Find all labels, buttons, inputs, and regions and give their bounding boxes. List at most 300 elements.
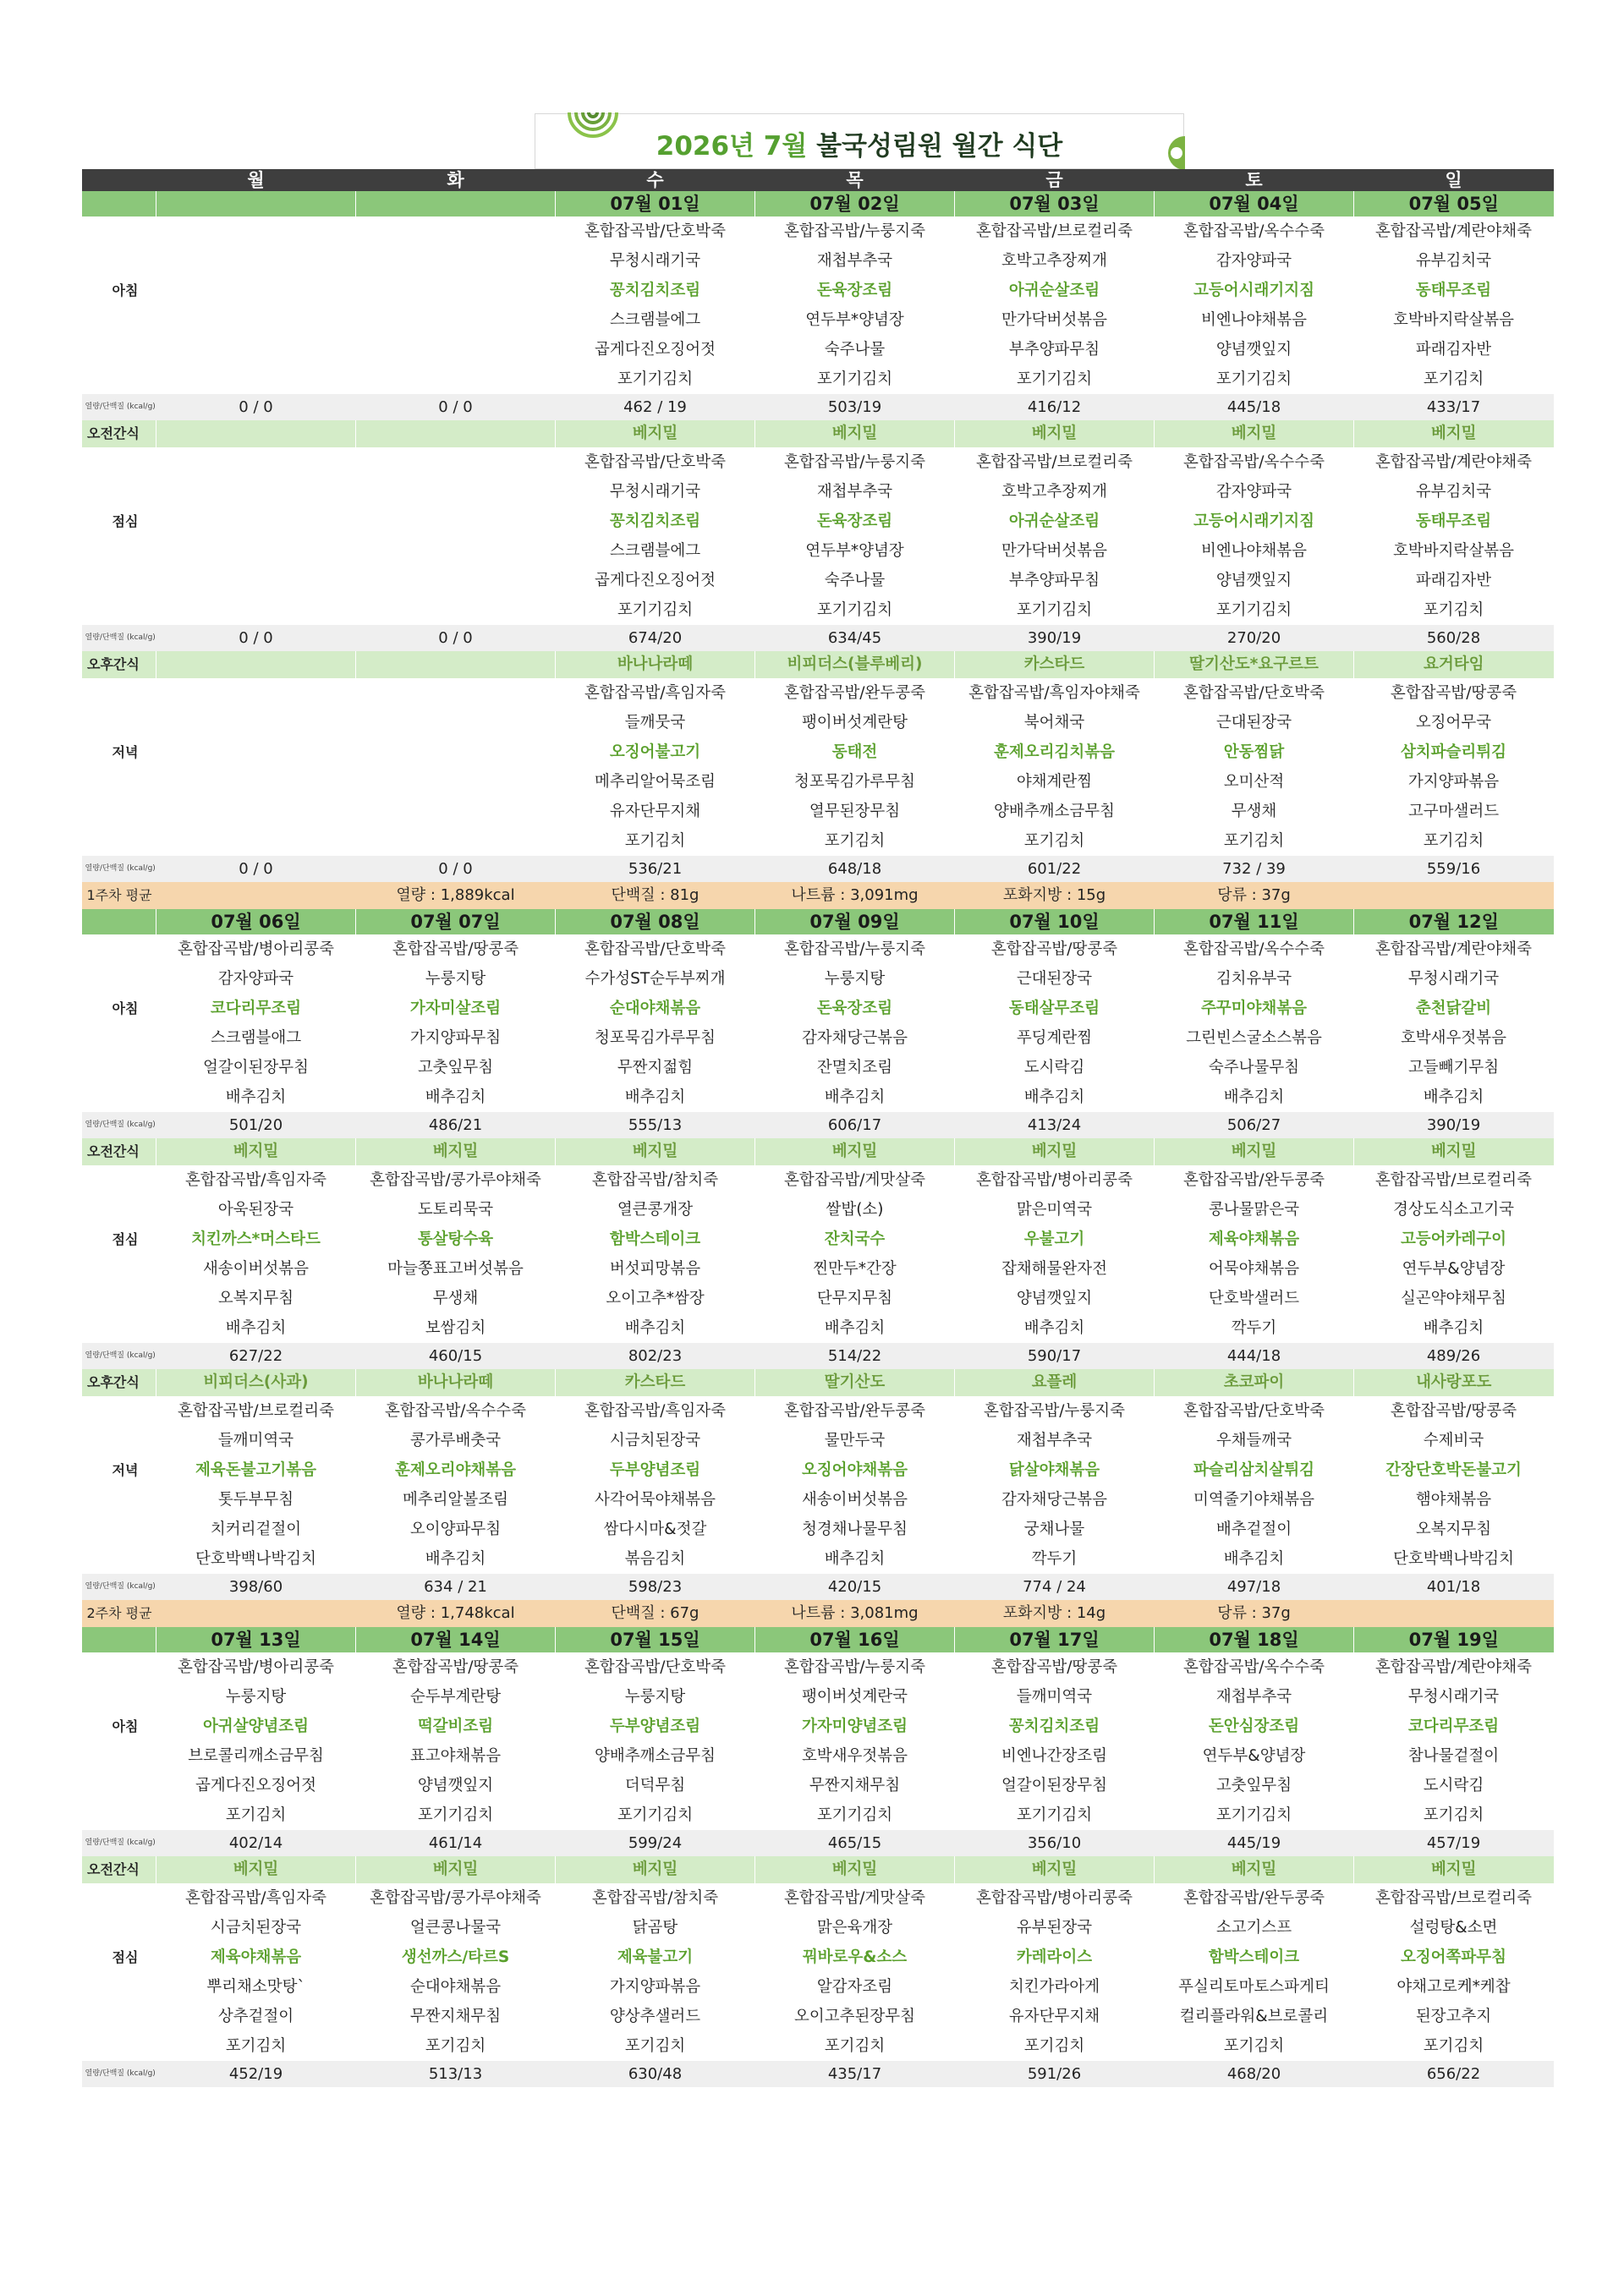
breakfast-meal-label	[82, 364, 156, 394]
menu-item: 오징어야채볶음	[801, 1461, 908, 1479]
calorie-value: 486/21	[356, 1112, 556, 1138]
breakfast-row	[82, 335, 1554, 364]
menu-item: 배추김치	[624, 1088, 686, 1106]
menu-item: 파래김자반	[1415, 341, 1492, 359]
menu-item: 오이양파무침	[409, 1521, 502, 1538]
menu-item: 메추리알어묵조림	[595, 773, 716, 791]
calorie-value: 457/19	[1354, 1830, 1554, 1856]
menu-item: 열무된장무침	[809, 803, 901, 820]
menu-item: 수제비국	[1423, 1432, 1484, 1449]
breakfast-row	[82, 934, 1554, 964]
menu-item: 배추김치	[824, 1550, 886, 1568]
snack-item: 베지밀	[755, 1138, 955, 1165]
menu-item: 포기기김치	[617, 370, 694, 388]
average-sugar: 당류 : 37g	[1155, 882, 1354, 909]
average-protein: 단백질 : 67g	[556, 1600, 755, 1627]
calorie-value: 591/26	[955, 2061, 1155, 2087]
menu-item: 비엔나야채볶음	[1200, 311, 1308, 329]
menu-item: 새송이버섯볶음	[202, 1260, 310, 1278]
menu-item: 그린빈스굴소스볶음	[1186, 1029, 1322, 1047]
breakfast-meal-label	[82, 1741, 156, 1771]
menu-item: 얼갈이된장무침	[1001, 1777, 1108, 1795]
menu-item: 무생채	[432, 1290, 479, 1307]
menu-item: 오이고추된장무침	[794, 2008, 915, 2025]
menu-item: 양념깻잎지	[1215, 572, 1292, 589]
calorie-value: 0 / 0	[156, 394, 356, 420]
menu-item: 숙주나물	[824, 341, 886, 359]
menu-item: 재첩부추국	[1215, 1688, 1292, 1706]
menu-item: 찐만두*간장	[813, 1260, 897, 1278]
menu-item: 유자단무지채	[1008, 2008, 1100, 2025]
average-kcal: 열량 : 1,889kcal	[356, 882, 556, 909]
weekly-average-row	[82, 1600, 1554, 1627]
dinner-calorie-row	[82, 856, 1554, 882]
calorie-value: 390/19	[1354, 1112, 1554, 1138]
calorie-value: 270/20	[1155, 625, 1354, 651]
date-cell: 07월 01일	[556, 191, 755, 216]
breakfast-row	[82, 1712, 1554, 1741]
snack-item: 카스타드	[955, 651, 1155, 678]
calorie-value: 514/22	[755, 1343, 955, 1369]
menu-item: 가자미살조림	[409, 1000, 502, 1017]
menu-item: 두부양념조림	[609, 1461, 701, 1479]
menu-item: 포기기김치	[1016, 601, 1093, 619]
menu-item: 오징어불고기	[609, 743, 701, 761]
snack-item: 요플레	[955, 1369, 1155, 1396]
menu-item: 간장단호박돈불고기	[1385, 1461, 1522, 1479]
menu-item: 얼큰콩나물국	[409, 1919, 502, 1937]
menu-item: 단호박샐러드	[1208, 1290, 1300, 1307]
menu-item: 부추양파무침	[1008, 572, 1100, 589]
menu-item: 재첩부추국	[1016, 1432, 1093, 1449]
menu-item	[356, 335, 556, 364]
calorie-value: 559/16	[1354, 856, 1554, 882]
average-sugar: 당류 : 37g	[1155, 1600, 1354, 1627]
menu-item: 양배추깨소금무침	[994, 803, 1115, 820]
menu-item	[156, 216, 356, 246]
calorie-value: 465/15	[755, 1830, 955, 1856]
date-cell: 07월 05일	[1354, 191, 1554, 216]
lunch-meal-label: 점심	[112, 1231, 139, 1247]
menu-item: 팽이버섯계란국	[801, 1688, 908, 1706]
menu-item: 유부김치국	[1415, 483, 1492, 501]
menu-item: 쌀밥(소)	[826, 1201, 884, 1219]
menu-item	[356, 305, 556, 335]
breakfast-row	[82, 216, 1554, 246]
menu-item: 혼합잡곡밥/누룽지죽	[783, 222, 926, 240]
snack-item: 베지밀	[1155, 1856, 1354, 1883]
menu-item: 동태살무조림	[1008, 1000, 1100, 1017]
calorie-value: 435/17	[755, 2061, 955, 2087]
menu-item: 푸딩계란찜	[1016, 1029, 1093, 1047]
menu-item: 팽이버섯계란탕	[801, 714, 908, 732]
snack-item	[356, 420, 556, 447]
menu-item: 양상추샐러드	[609, 2008, 701, 2025]
date-cell: 07월 15일	[556, 1627, 755, 1652]
dinner-row	[82, 737, 1554, 767]
snack-item: 바나나라떼	[556, 651, 755, 678]
menu-item	[356, 536, 556, 566]
menu-item: 단호박백나박김치	[1393, 1550, 1514, 1568]
menu-item: 사각어묵야채볶음	[595, 1491, 716, 1509]
menu-item: 혼합잡곡밥/병아리콩죽	[178, 1658, 334, 1676]
menu-item: 포기김치	[1023, 832, 1085, 850]
menu-item: 가지양파볶음	[1407, 773, 1500, 791]
snack-item: 요거타임	[1354, 651, 1554, 678]
menu-item	[156, 276, 356, 305]
menu-item: 훈제오리야채볶음	[395, 1461, 516, 1479]
menu-item: 시금치된장국	[609, 1432, 701, 1449]
menu-item	[356, 364, 556, 394]
menu-item: 혼합잡곡밥/단호박죽	[584, 940, 727, 958]
calorie-value: 433/17	[1354, 394, 1554, 420]
date-row-label	[82, 1627, 156, 1652]
menu-item: 혼합잡곡밥/옥수수죽	[1182, 453, 1325, 471]
menu-item: 잔멸치조림	[816, 1059, 893, 1077]
menu-item: 혼합잡곡밥/게맛살죽	[783, 1889, 926, 1907]
snack-item: 카스타드	[556, 1369, 755, 1396]
date-cell: 07월 07일	[356, 909, 556, 934]
breakfast-row	[82, 246, 1554, 276]
menu-item: 카레라이스	[1016, 1948, 1093, 1966]
calorie-value: 627/22	[156, 1343, 356, 1369]
menu-item	[156, 678, 356, 708]
calorie-value: 452/19	[156, 2061, 356, 2087]
calorie-value: 598/23	[556, 1574, 755, 1600]
calorie-value: 401/18	[1354, 1574, 1554, 1600]
menu-item: 꽁치김치조림	[609, 282, 701, 299]
menu-item: 마늘쫑표고버섯볶음	[387, 1260, 524, 1278]
menu-item: 무청시래기국	[609, 252, 701, 270]
menu-item: 호박고추장찌개	[1001, 252, 1108, 270]
snack-item: 베지밀	[556, 1856, 755, 1883]
menu-item: 잡채해물완자전	[1001, 1260, 1108, 1278]
menu-item: 단호박백나박김치	[195, 1550, 316, 1568]
menu-item: 연두부&양념장	[1402, 1260, 1506, 1278]
menu-item: 혼합잡곡밥/단호박죽	[584, 222, 727, 240]
menu-item: 감자양파국	[1215, 483, 1292, 501]
menu-item	[356, 708, 556, 737]
breakfast-calorie-row	[82, 394, 1554, 420]
menu-item: 버섯피망볶음	[609, 1260, 701, 1278]
date-cell: 07월 16일	[755, 1627, 955, 1652]
menu-item: 혼합잡곡밥/땅콩죽	[1390, 1402, 1517, 1420]
menu-item: 고구마샐러드	[1407, 803, 1500, 820]
menu-item: 햄야채볶음	[1415, 1491, 1492, 1509]
dinner-row	[82, 1396, 1554, 1426]
menu-item	[156, 477, 356, 507]
menu-item: 비엔나야채볶음	[1200, 542, 1308, 560]
weekday-label: 금	[955, 169, 1155, 191]
date-row-label	[82, 191, 156, 216]
menu-item	[356, 447, 556, 477]
breakfast-row	[82, 1652, 1554, 1682]
snack-item: 비피더스(사과)	[156, 1369, 356, 1396]
calorie-value: 601/22	[955, 856, 1155, 882]
breakfast-meal-label	[82, 246, 156, 276]
snack-item	[356, 651, 556, 678]
menu-item: 콩나물맑은국	[1208, 1201, 1300, 1219]
menu-item	[156, 826, 356, 856]
calorie-value: 356/10	[955, 1830, 1155, 1856]
menu-item: 수가성ST순두부찌개	[584, 970, 726, 988]
menu-item: 누룽지탕	[425, 970, 486, 988]
lunch-row	[82, 1883, 1554, 1913]
lunch-meal-label	[82, 1284, 156, 1313]
snack-item: 베지밀	[955, 420, 1155, 447]
menu-item: 된장고추지	[1415, 2008, 1492, 2025]
menu-item: 곱게다진오징어젓	[595, 341, 716, 359]
calorie-value: 536/21	[556, 856, 755, 882]
menu-item: 안동찜닭	[1223, 743, 1285, 761]
menu-item: 아귀순살조림	[1008, 512, 1100, 530]
menu-item: 근대된장국	[1016, 970, 1093, 988]
calorie-value: 420/15	[755, 1574, 955, 1600]
calorie-value: 648/18	[755, 856, 955, 882]
average-blank	[156, 1600, 356, 1627]
menu-item: 돈육장조림	[816, 1000, 893, 1017]
lunch-row	[82, 507, 1554, 536]
menu-item: 포기기김치	[1016, 1806, 1093, 1824]
breakfast-row	[82, 1800, 1554, 1830]
snack-item: 베지밀	[955, 1138, 1155, 1165]
menu-item: 연두부*양념장	[805, 542, 904, 560]
snack-item: 베지밀	[156, 1856, 356, 1883]
lunch-meal-label	[82, 1913, 156, 1943]
pm-snack-row	[82, 651, 1554, 678]
menu-item: 포기김치	[225, 1806, 287, 1824]
menu-item: 포기기김치	[1016, 370, 1093, 388]
breakfast-meal-label: 아침	[112, 282, 139, 299]
date-cell: 07월 19일	[1354, 1627, 1554, 1652]
dinner-row	[82, 678, 1554, 708]
calorie-value: 416/12	[955, 394, 1155, 420]
lunch-row	[82, 1313, 1554, 1343]
menu-item: 메추리알볼조림	[402, 1491, 509, 1509]
menu-item: 치킨가라아게	[1008, 1978, 1100, 1996]
menu-item	[156, 246, 356, 276]
breakfast-row	[82, 1023, 1554, 1053]
menu-item: 숙주나물	[824, 572, 886, 589]
lunch-row	[82, 1943, 1554, 1972]
lunch-meal-label	[82, 1972, 156, 2002]
dinner-meal-label	[82, 797, 156, 826]
average-kcal: 열량 : 1,748kcal	[356, 1600, 556, 1627]
menu-item	[156, 447, 356, 477]
menu-item: 연두부*양념장	[805, 311, 904, 329]
calorie-value: 802/23	[556, 1343, 755, 1369]
menu-item: 혼합잡곡밥/브로컬리죽	[976, 453, 1133, 471]
breakfast-meal-label	[82, 1082, 156, 1112]
menu-item: 포기기김치	[1215, 601, 1292, 619]
menu-item: 제육야채볶음	[1208, 1230, 1300, 1248]
breakfast-row	[82, 364, 1554, 394]
calorie-value: 0 / 0	[356, 625, 556, 651]
menu-item: 돈육장조림	[816, 512, 893, 530]
menu-item: 무짠지채무침	[809, 1777, 901, 1795]
menu-item: 배추김치	[1423, 1088, 1484, 1106]
title-rest: 불국성림원 월간 식단	[816, 131, 1063, 162]
menu-item: 가지양파볶음	[609, 1978, 701, 1996]
menu-item: 치킨까스*머스타드	[191, 1230, 321, 1248]
lunch-meal-label	[82, 1313, 156, 1343]
menu-item: 누룽지탕	[824, 970, 886, 988]
menu-item: 야채고로케*케찹	[1396, 1978, 1511, 1996]
menu-item: 함박스테이크	[609, 1230, 701, 1248]
menu-item: 맑은미역국	[1016, 1201, 1093, 1219]
calorie-value: 462 / 19	[556, 394, 755, 420]
menu-item: 도토리묵국	[417, 1201, 494, 1219]
menu-item: 미역줄기야채볶음	[1193, 1491, 1314, 1509]
snack-item: 베지밀	[556, 1138, 755, 1165]
breakfast-row	[82, 305, 1554, 335]
menu-item	[356, 216, 556, 246]
menu-item	[156, 767, 356, 797]
snack-item: 베지밀	[955, 1856, 1155, 1883]
menu-item: 포기김치	[824, 2037, 886, 2055]
menu-item: 잔치국수	[824, 1230, 886, 1248]
menu-item: 혼합잡곡밥/옥수수죽	[1182, 222, 1325, 240]
menu-item: 유자단무지채	[609, 803, 701, 820]
breakfast-meal-label	[82, 1023, 156, 1053]
calorie-value: 461/14	[356, 1830, 556, 1856]
menu-item: 혼합잡곡밥/흑임자죽	[584, 1402, 727, 1420]
menu-item: 고등어시래기지짐	[1193, 512, 1314, 530]
menu-item: 톳두부무침	[217, 1491, 294, 1509]
menu-item: 혼합잡곡밥/누룽지죽	[783, 1658, 926, 1676]
menu-item: 오징어쪽파무침	[1400, 1948, 1507, 1966]
calorie-value: 674/20	[556, 625, 755, 651]
menu-item	[156, 305, 356, 335]
dinner-row	[82, 708, 1554, 737]
menu-item: 깍두기	[1031, 1550, 1078, 1568]
dinner-meal-label: 저녁	[112, 744, 139, 760]
menu-item: 누룽지탕	[624, 1688, 686, 1706]
lunch-row	[82, 1913, 1554, 1943]
breakfast-row	[82, 1771, 1554, 1800]
menu-item: 궁채나물	[1023, 1521, 1085, 1538]
dinner-meal-label	[82, 708, 156, 737]
menu-item: 배추김치	[1023, 1319, 1085, 1337]
dinner-calorie-row	[82, 1574, 1554, 1600]
menu-item: 제육돈불고기볶음	[195, 1461, 316, 1479]
average-satfat: 포화지방 : 15g	[955, 882, 1155, 909]
menu-item: 꽁치김치조림	[609, 512, 701, 530]
menu-item: 혼합잡곡밥/옥수수죽	[384, 1402, 527, 1420]
date-row	[82, 909, 1554, 934]
menu-item: 혼합잡곡밥/완두콩죽	[1182, 1889, 1325, 1907]
menu-item: 오징어무국	[1415, 714, 1492, 732]
menu-item: 혼합잡곡밥/단호박죽	[1182, 1402, 1325, 1420]
calorie-value: 503/19	[755, 394, 955, 420]
calorie-value: 0 / 0	[156, 856, 356, 882]
date-cell: 07월 18일	[1155, 1627, 1354, 1652]
weekday-label: 화	[356, 169, 556, 191]
menu-item: 훈제오리김치볶음	[994, 743, 1115, 761]
menu-item: 호박바지락살볶음	[1393, 542, 1514, 560]
date-cell	[156, 191, 356, 216]
breakfast-row	[82, 964, 1554, 994]
dinner-meal-label	[82, 678, 156, 708]
average-label: 2주차 평균	[82, 1600, 156, 1627]
menu-item: 포기김치	[1423, 601, 1484, 619]
weekday-header	[82, 169, 1554, 191]
calorie-value: 0 / 0	[356, 394, 556, 420]
menu-item: 감자채당근볶음	[1001, 1491, 1108, 1509]
menu-item: 양배추깨소금무침	[595, 1747, 716, 1765]
lunch-row	[82, 447, 1554, 477]
breakfast-row	[82, 1053, 1554, 1082]
average-blank	[1354, 1600, 1554, 1627]
menu-item: 뿌리채소맛탕`	[206, 1978, 305, 1996]
menu-item: 근대된장국	[1215, 714, 1292, 732]
lunch-meal-label	[82, 1883, 156, 1913]
lunch-meal-label	[82, 536, 156, 566]
menu-item: 만가닥버섯볶음	[1001, 542, 1108, 560]
menu-item: 혼합잡곡밥/완두콩죽	[783, 1402, 926, 1420]
menu-item: 동태무조림	[1415, 282, 1492, 299]
menu-item	[156, 536, 356, 566]
dinner-row	[82, 1515, 1554, 1544]
menu-item	[356, 797, 556, 826]
menu-item	[356, 507, 556, 536]
calorie-label: 열량/단백질 (kcal/g)	[82, 625, 156, 651]
menu-item: 포기김치	[624, 2037, 686, 2055]
dinner-row	[82, 1544, 1554, 1574]
menu-item	[356, 826, 556, 856]
menu-item: 깍두기	[1231, 1319, 1277, 1337]
menu-item: 아귀순살조림	[1008, 282, 1100, 299]
menu-item: 배추김치	[624, 1319, 686, 1337]
menu-item: 순대야채볶음	[609, 1000, 701, 1017]
menu-item	[156, 737, 356, 767]
menu-item: 혼합잡곡밥/참치죽	[591, 1171, 719, 1189]
average-label: 1주차 평균	[82, 882, 156, 909]
menu-item: 고등어시래기지짐	[1193, 282, 1314, 299]
menu-item: 혼합잡곡밥/땅콩죽	[990, 940, 1118, 958]
menu-item: 두부양념조림	[609, 1718, 701, 1735]
date-cell: 07월 10일	[955, 909, 1155, 934]
snack-item: 베지밀	[1354, 420, 1554, 447]
menu-item: 콩가루배춧국	[409, 1432, 502, 1449]
menu-item: 재첩부추국	[816, 483, 893, 501]
menu-item: 배추김치	[425, 1550, 486, 1568]
snack-item: 초코파이	[1155, 1369, 1354, 1396]
menu-item: 청포묵김가루무침	[794, 773, 915, 791]
menu-item: 혼합잡곡밥/누룽지죽	[783, 940, 926, 958]
menu-item: 혼합잡곡밥/흑임자야채죽	[968, 684, 1140, 702]
menu-item: 혼합잡곡밥/땅콩죽	[1390, 684, 1517, 702]
menu-item: 통살탕수육	[417, 1230, 494, 1248]
menu-item: 아욱된장국	[217, 1201, 294, 1219]
dinner-meal-label	[82, 1515, 156, 1544]
snack-item: 베지밀	[156, 1138, 356, 1165]
date-cell: 07월 17일	[955, 1627, 1155, 1652]
menu-item: 단무지무침	[816, 1290, 893, 1307]
menu-item: 순대야채볶음	[409, 1978, 502, 1996]
menu-item: 혼합잡곡밥/단호박죽	[584, 453, 727, 471]
breakfast-meal-label: 아침	[112, 1718, 139, 1734]
menu-item: 오이고추*쌈장	[606, 1290, 705, 1307]
menu-item: 혼합잡곡밥/브로컬리죽	[178, 1402, 334, 1420]
menu-item: 포기기김치	[1215, 370, 1292, 388]
menu-item	[156, 364, 356, 394]
am-snack-row	[82, 1138, 1554, 1165]
menu-item: 혼합잡곡밥/계란야채죽	[1375, 222, 1532, 240]
menu-item: 혼합잡곡밥/흑임자죽	[584, 684, 727, 702]
breakfast-row	[82, 1741, 1554, 1771]
menu-item: 배추김치	[425, 1088, 486, 1106]
